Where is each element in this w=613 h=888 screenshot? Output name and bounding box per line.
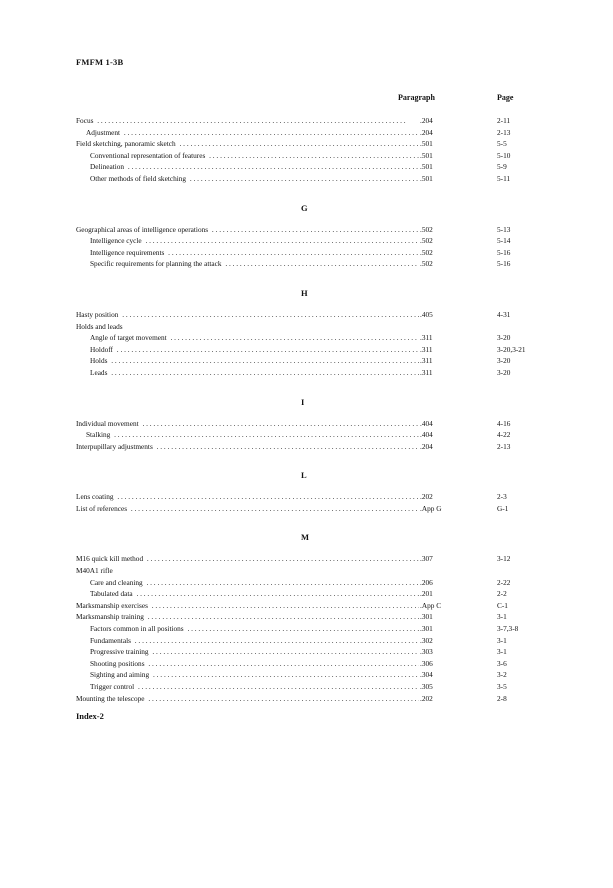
index-entry (76, 503, 546, 515)
entry-text: Angle of target movement (90, 333, 167, 343)
entry-leader (76, 441, 421, 453)
entry-paragraph: .306 (420, 658, 433, 668)
entry-text: Individual movement (76, 418, 139, 428)
entry-text: Lens coating (76, 492, 114, 502)
index-entry (76, 565, 546, 577)
entry-page: 3-20 (497, 333, 511, 343)
entry-text: Progressive training (90, 647, 149, 657)
entry-text: Conventional representation of features (90, 150, 206, 160)
entry-page: 3-2 (497, 670, 507, 680)
index-entry (76, 491, 546, 503)
index-entry (76, 429, 546, 441)
entry-text: Geographical areas of intelligence operations (76, 224, 209, 234)
entry-leader (76, 332, 421, 344)
index-entry (76, 127, 546, 139)
entry-paragraph: .305 (420, 682, 433, 691)
entry-page: 2-3 (497, 492, 507, 502)
entry-paragraph: .502 (420, 259, 433, 269)
entry-paragraph: .204 (420, 441, 433, 451)
entry-leader (76, 600, 421, 612)
index-entry (76, 611, 546, 623)
entry-leader (76, 138, 421, 150)
entry-page: 3-20,3-21 (497, 344, 526, 354)
entry-leader (76, 553, 421, 565)
entry-page: 3-6 (497, 658, 507, 668)
entry-leader (76, 355, 421, 367)
entry-leader (76, 623, 421, 635)
index-entry (76, 693, 546, 705)
column-header-paragraph: Paragraph (398, 93, 435, 102)
entry-text: Delineation (90, 162, 125, 172)
entry-leader (76, 577, 421, 589)
entry-leader (76, 309, 421, 321)
entry-page: 5-16 (497, 259, 511, 269)
entry-page: 3-5 (497, 682, 507, 691)
index-entry (76, 321, 546, 333)
entry-text: Shooting positions (90, 658, 145, 668)
entry-page: 3-12 (497, 554, 511, 564)
page-footer: Index-2 (76, 711, 104, 721)
entry-paragraph: .301 (420, 624, 433, 634)
entry-leader (76, 115, 421, 127)
entry-paragraph: .311 (420, 333, 433, 343)
entry-leader (76, 658, 421, 670)
index-entry (76, 553, 546, 565)
index-entry (76, 669, 546, 681)
entry-paragraph: .307 (420, 554, 433, 564)
index-entry (76, 646, 546, 658)
entry-paragraph: .202 (420, 492, 433, 502)
entry-page: 5-11 (497, 173, 511, 183)
index-entry (76, 309, 546, 321)
entry-text: M40A1 rifle (76, 566, 113, 576)
entry-paragraph: .311 (420, 356, 433, 366)
index-entry (76, 150, 546, 162)
section-letter: M (301, 532, 310, 543)
entry-leader (76, 418, 421, 430)
entry-page: 2-11 (497, 116, 511, 125)
entry-text: Field sketching, panoramic sketch (76, 139, 176, 149)
entry-leader (76, 321, 421, 333)
entry-page: C-1 (497, 600, 508, 610)
section-letter: G (301, 202, 308, 213)
entry-text: Focus (76, 116, 94, 125)
index-entry (76, 344, 546, 356)
entry-text: Intelligence cycle (90, 236, 142, 246)
entry-page: 5-5 (497, 139, 507, 149)
entry-page: 2-22 (497, 577, 511, 587)
entry-paragraph: .311 (420, 367, 433, 377)
entry-paragraph: .204 (420, 116, 433, 125)
entry-leader (76, 224, 421, 236)
entry-leader (76, 258, 421, 270)
entry-text: Trigger control (90, 682, 135, 691)
document-id: FMFM 1-3B (76, 57, 124, 67)
entry-text: Other methods of field sketching (90, 173, 187, 183)
entry-leader (76, 235, 421, 247)
entry-leader (76, 681, 421, 693)
entry-leader (76, 491, 421, 503)
entry-leader (76, 611, 421, 623)
section-letter: H (301, 287, 308, 298)
index-entry (76, 173, 546, 185)
entry-text: Holds (90, 356, 108, 366)
index-entry (76, 115, 546, 127)
index-entry (76, 258, 546, 270)
entry-leader (76, 127, 421, 139)
index-entry (76, 577, 546, 589)
entry-leader (76, 173, 421, 185)
entry-text: Leads (90, 367, 108, 377)
entry-paragraph: .App C (420, 600, 442, 610)
entry-leader (76, 588, 421, 600)
entry-page: 3-1 (497, 647, 507, 657)
entry-paragraph: .404 (420, 418, 433, 428)
entry-text: Mounting the telescope (76, 693, 145, 703)
entry-page: 4-16 (497, 418, 511, 428)
entry-text: Marksmanship training (76, 612, 144, 622)
index-entry (76, 235, 546, 247)
entry-text: Intelligence requirements (90, 247, 165, 257)
index-entry (76, 658, 546, 670)
entry-text: Holdoff (90, 344, 113, 354)
index-entry (76, 332, 546, 344)
entry-page: 5-10 (497, 150, 511, 160)
entry-leader (76, 247, 421, 259)
index-entry (76, 681, 546, 693)
entry-text: Holds and leads (76, 321, 123, 331)
index-entry (76, 635, 546, 647)
entry-text: Sighting and aiming (90, 670, 150, 680)
entry-page: 2-13 (497, 127, 511, 137)
entry-paragraph: .502 (420, 236, 433, 246)
entry-page: 5-14 (497, 236, 511, 246)
entry-page: 4-22 (497, 430, 511, 440)
entry-leader (76, 565, 421, 577)
index-entry (76, 441, 546, 453)
entry-paragraph: .501 (420, 173, 433, 183)
entry-page: 3-7,3-8 (497, 624, 519, 634)
entry-leader (76, 344, 421, 356)
entry-paragraph: .App G (420, 503, 442, 513)
entry-leader (76, 161, 421, 173)
entry-text: Interpupillary adjustments (76, 441, 153, 451)
entry-leader (76, 693, 421, 705)
index-entry (76, 355, 546, 367)
index-entry (76, 224, 546, 236)
section-letter: L (301, 470, 307, 481)
entry-text: List of references (76, 503, 128, 513)
entry-paragraph: .302 (420, 635, 433, 645)
entry-page: 2-13 (497, 441, 511, 451)
entry-page: 2-8 (497, 693, 507, 703)
entry-page: 3-1 (497, 635, 507, 645)
entry-text: Adjustment (86, 127, 121, 137)
index-entry (76, 588, 546, 600)
entry-leader (76, 150, 421, 162)
entry-page: 5-13 (497, 224, 511, 234)
entry-paragraph: .404 (420, 430, 433, 440)
index-entry (76, 161, 546, 173)
entry-paragraph: .304 (420, 670, 433, 680)
entry-text: Hasty position (76, 309, 119, 319)
index-entry (76, 367, 546, 379)
entry-paragraph: .501 (420, 139, 433, 149)
entry-page: 2-2 (497, 589, 507, 599)
entry-leader (76, 635, 421, 647)
entry-leader (76, 503, 421, 515)
entry-page: 3-20 (497, 356, 511, 366)
entry-paragraph: .204 (420, 127, 433, 137)
entry-paragraph: .303 (420, 647, 433, 657)
entry-leader (76, 429, 421, 441)
entry-paragraph: .202 (420, 693, 433, 703)
index-entry (76, 247, 546, 259)
entry-paragraph: .501 (420, 162, 433, 172)
entry-page: G-1 (497, 503, 509, 513)
entry-page: 3-1 (497, 612, 507, 622)
index-entries (76, 115, 546, 712)
index-entry (76, 623, 546, 635)
section-letter: I (301, 396, 305, 407)
entry-page: 3-20 (497, 367, 511, 377)
entry-paragraph: .501 (420, 150, 433, 160)
entry-paragraph: .502 (420, 224, 433, 234)
column-header-page: Page (497, 93, 514, 102)
entry-text: Factors common in all positions (90, 624, 184, 634)
entry-leader (76, 367, 421, 379)
index-entry (76, 600, 546, 612)
entry-page: 4-31 (497, 309, 511, 319)
entry-leader (76, 669, 421, 681)
entry-text: Specific requirements for planning the attack (90, 259, 222, 269)
entry-paragraph: .405 (420, 309, 433, 319)
entry-text: Marksmanship exercises (76, 600, 148, 610)
index-entry (76, 138, 546, 150)
entry-leader (76, 646, 421, 658)
entry-paragraph: .201 (420, 589, 433, 599)
index-entry (76, 418, 546, 430)
entry-text: Stalking (86, 430, 111, 440)
entry-page: 5-9 (497, 162, 507, 172)
entry-paragraph: .502 (420, 247, 433, 257)
entry-paragraph: .301 (420, 612, 433, 622)
entry-text: Care and cleaning (90, 577, 143, 587)
entry-paragraph: .311 (420, 344, 433, 354)
entry-text: Tabulated data (90, 589, 133, 599)
entry-page: 5-16 (497, 247, 511, 257)
entry-text: M16 quick kill method (76, 554, 144, 564)
entry-text: Fundamentals (90, 635, 131, 645)
entry-paragraph: .206 (420, 577, 433, 587)
